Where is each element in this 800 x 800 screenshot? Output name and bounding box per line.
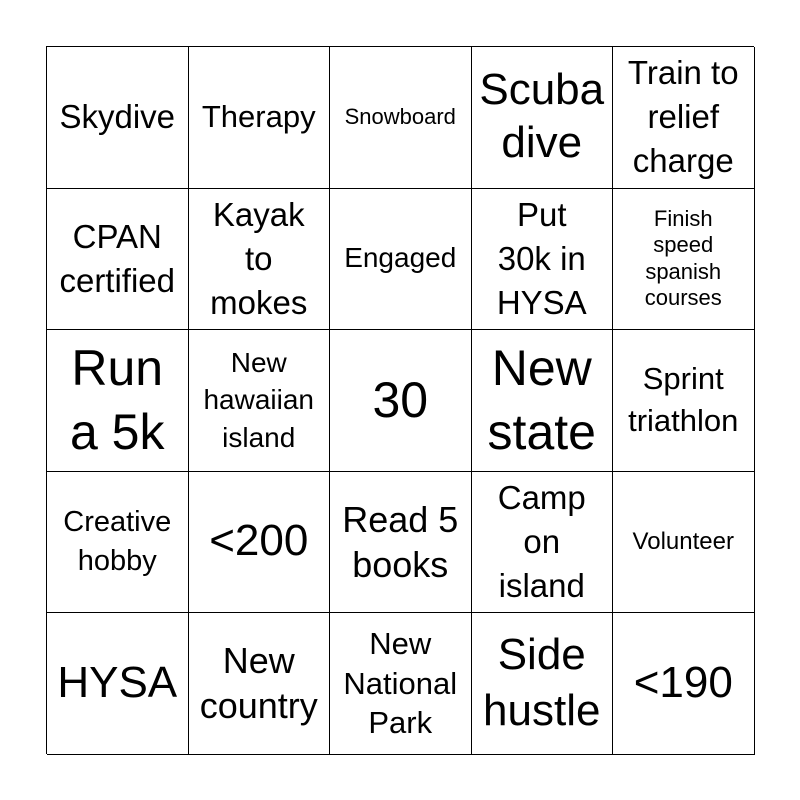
cell-label: CPAN certified <box>59 217 176 299</box>
cell-label: Finish speed spanish courses <box>644 205 722 311</box>
cell-label: Snowboard <box>344 104 456 130</box>
cell-label: New state <box>487 340 596 461</box>
cell-label: Skydive <box>59 98 176 136</box>
cell-label: Read 5 books <box>342 498 459 585</box>
bingo-cell-r4c2[interactable] <box>189 472 331 614</box>
cell-label: Scuba dive <box>479 65 605 168</box>
cell-label: Volunteer <box>632 527 734 555</box>
cell-label: Creative hobby <box>63 506 172 577</box>
cell-label: 30 <box>372 372 429 429</box>
cell-label: <200 <box>209 516 309 566</box>
bingo-cell-r5c3[interactable] <box>330 613 472 755</box>
bingo-cell-r3c3[interactable] <box>330 330 472 472</box>
bingo-cell-r3c2[interactable] <box>189 330 331 472</box>
bingo-cell-r5c2[interactable] <box>189 613 331 755</box>
bingo-cell-r2c3[interactable] <box>330 189 472 331</box>
bingo-cell-r4c3[interactable] <box>330 472 472 614</box>
bingo-cell-r5c5[interactable] <box>613 613 755 755</box>
cell-label: Camp on island <box>497 478 586 604</box>
bingo-cell-r1c5[interactable] <box>613 47 755 189</box>
cell-label: <190 <box>633 657 733 707</box>
bingo-cell-r2c2[interactable] <box>189 189 331 331</box>
bingo-cell-r3c4[interactable] <box>472 330 614 472</box>
cell-label: Kayak to mokes <box>210 195 308 321</box>
cell-label: Engaged <box>344 242 457 274</box>
bingo-board <box>46 46 754 754</box>
bingo-cell-r5c4[interactable] <box>472 613 614 755</box>
bingo-cell-r2c1[interactable] <box>47 189 189 331</box>
cell-label: Side hustle <box>483 630 601 736</box>
bingo-cell-r1c3[interactable] <box>330 47 472 189</box>
bingo-cell-r5c1[interactable] <box>47 613 189 755</box>
cell-label: New hawaiian island <box>203 346 315 454</box>
bingo-cell-r2c5[interactable] <box>613 189 755 331</box>
bingo-cell-r3c5[interactable] <box>613 330 755 472</box>
cell-label: Sprint triathlon <box>628 361 739 439</box>
cell-label: New country <box>199 640 318 727</box>
cell-label: Run a 5k <box>69 340 165 461</box>
cell-label: Therapy <box>201 99 316 135</box>
cell-label: HYSA <box>57 657 178 707</box>
cell-label: Put 30k in HYSA <box>496 195 587 321</box>
bingo-cell-r4c1[interactable] <box>47 472 189 614</box>
bingo-cell-r3c1[interactable] <box>47 330 189 472</box>
bingo-cell-r1c4[interactable] <box>472 47 614 189</box>
bingo-cell-r4c5[interactable] <box>613 472 755 614</box>
bingo-cell-r2c4[interactable] <box>472 189 614 331</box>
bingo-cell-r1c1[interactable] <box>47 47 189 189</box>
bingo-cell-r4c4[interactable] <box>472 472 614 614</box>
cell-label: Train to relief charge <box>627 54 739 180</box>
bingo-cell-r1c2[interactable] <box>189 47 331 189</box>
cell-label: New National Park <box>343 626 458 740</box>
